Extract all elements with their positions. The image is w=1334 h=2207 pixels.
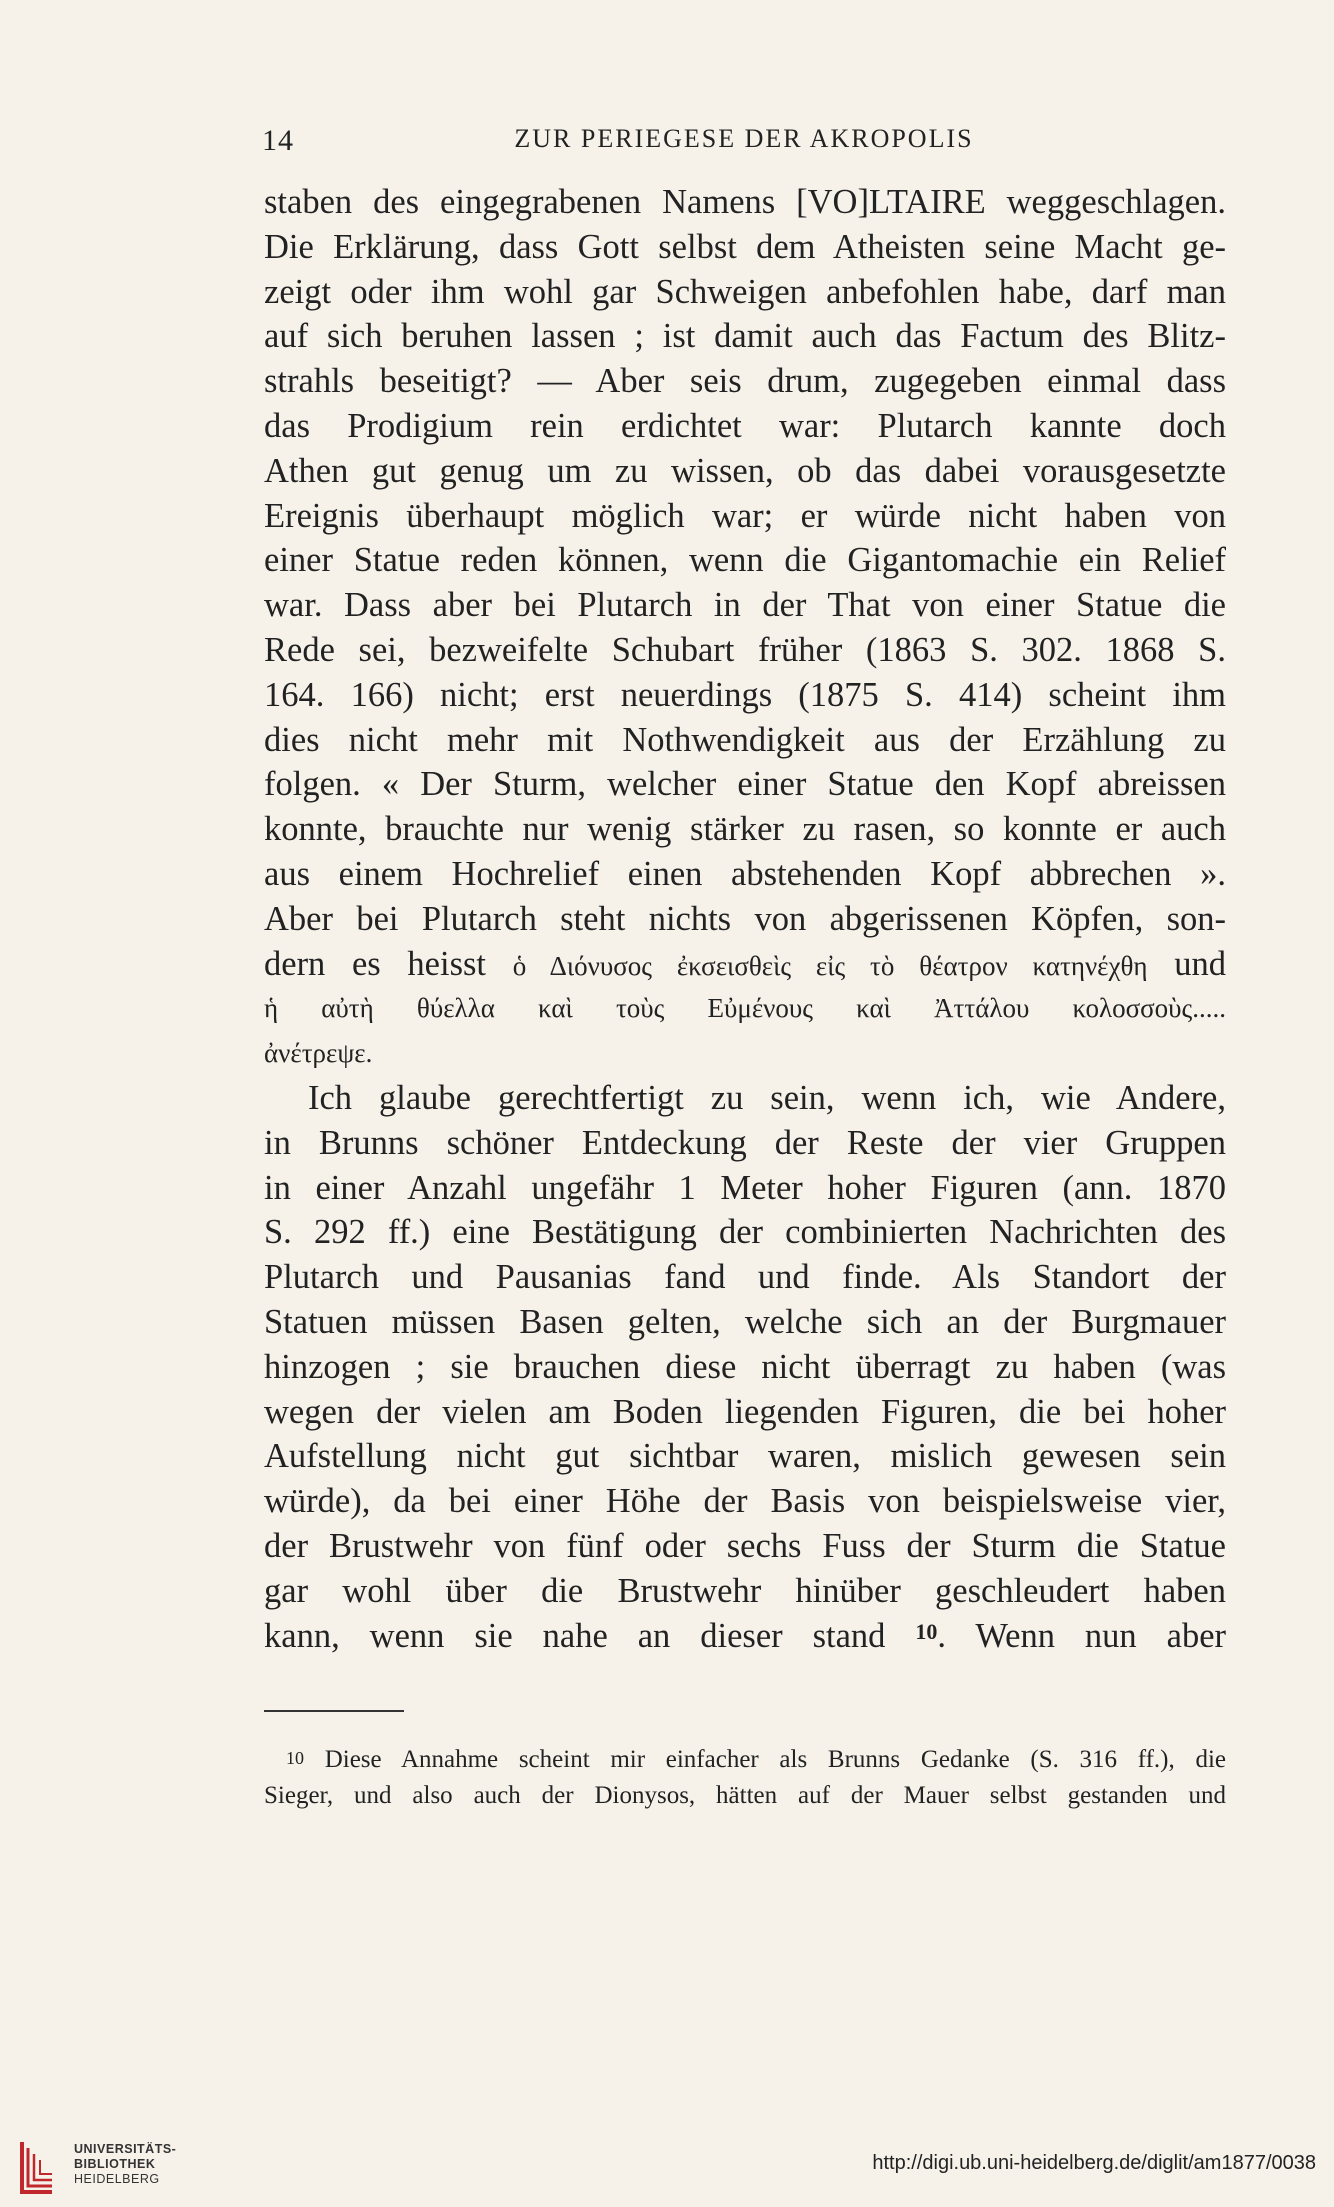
text-line: staben des eingegrabenen Namens [VO]LTAIRE weggeschlagen. — [264, 183, 1226, 221]
text-line: konnte, brauchte nur wenig stärker zu rasen, so konnte er auch — [264, 810, 1226, 849]
footnote-reference[interactable]: 10 — [915, 1618, 938, 1644]
greek-quote-line: ἀνέτρεψε. — [264, 1038, 373, 1069]
text-line: würde), da bei einer Höhe der Basis von beispielsweise vier, — [264, 1482, 1226, 1521]
page-number: 14 — [262, 124, 294, 157]
text-line: Aufstellung nicht gut sichtbar waren, mislich gewesen sein — [264, 1437, 1226, 1476]
text-line: gar wohl über die Brustwehr hinüber geschleudert haben — [264, 1571, 1226, 1610]
greek-text: ὁ Διόνυσος ἐκσεισθεὶς εἰς τὸ θέατρον κατηνέχθη — [512, 950, 1148, 981]
text-line: der Brustwehr von fünf oder sechs Fuss der Sturm die Statue — [264, 1526, 1226, 1565]
text-line: einer Statue reden können, wenn die Gigantomachie ein Relief — [264, 541, 1226, 580]
text-line: Ereignis überhaupt möglich war; er würde nicht haben von — [264, 496, 1226, 535]
text-line: dies nicht mehr mit Nothwendigkeit aus der Erzählung zu — [264, 720, 1226, 759]
footnote-marker: 10 — [286, 1748, 304, 1768]
text-line: wegen der vielen am Boden liegenden Figuren, die bei hoher — [264, 1392, 1226, 1431]
text-line: Aber bei Plutarch steht nichts von abgerissenen Köpfen, son- — [264, 899, 1226, 938]
text-line: S. 292 ff.) eine Bestätigung der combinierten Nachrichten des — [264, 1213, 1226, 1252]
running-title: ZUR PERIEGESE DER AKROPOLIS — [514, 124, 974, 153]
text-line: Statuen müssen Basen gelten, welche sich an der Burgmauer — [264, 1302, 1226, 1341]
footer-bar — [0, 2130, 1334, 2207]
footnote-text: Diese Annahme scheint mir einfacher als Brunns Gedanke (S. 316 ff.), die — [324, 1746, 1226, 1773]
text-line — [264, 1614, 1226, 1659]
library-logo-icon — [14, 2138, 58, 2196]
footnote-divider — [264, 1710, 404, 1712]
text-line: Rede sei, bezweifelte Schubart früher (1863 S. 302. 1868 S. — [264, 630, 1226, 669]
text-line: auf sich beruhen lassen ; ist damit auch das Factum des Blitz- — [264, 317, 1226, 356]
text-segment: kann, wenn sie nahe an dieser stand — [264, 1616, 886, 1655]
text-line: strahls beseitigt? — Aber seis drum, zugegeben einmal dass — [264, 362, 1226, 401]
text-line: Ich glaube gerechtfertigt zu sein, wenn ich, wie Andere, — [308, 1078, 1226, 1117]
text-line: hinzogen ; sie brauchen diese nicht überragt zu haben (was — [264, 1347, 1226, 1386]
footnotes — [264, 1742, 1226, 1814]
text-line: Die Erklärung, dass Gott selbst dem Atheisten seine Macht ge- — [264, 227, 1226, 266]
greek-quote-line — [264, 942, 1226, 987]
text-line: in einer Anzahl ungefähr 1 Meter hoher Figuren (ann. 1870 — [264, 1168, 1226, 1207]
text-line: Plutarch und Pausanias fand und finde. Als Standort der — [264, 1258, 1226, 1297]
footnote-line — [264, 1742, 1226, 1778]
text-line: zeigt oder ihm wohl gar Schweigen anbefohlen habe, darf man — [264, 272, 1226, 311]
text-line: in Brunns schöner Entdeckung der Reste der vier Gruppen — [264, 1123, 1226, 1162]
text-line: folgen. « Der Sturm, welcher einer Statue den Kopf abreissen — [264, 765, 1226, 804]
text-line: war. Dass aber bei Plutarch in der That von einer Statue die — [264, 586, 1226, 625]
text-segment: . Wenn nun aber — [937, 1616, 1226, 1655]
text-line: das Prodigium rein erdichtet war: Plutarch kannte doch — [264, 406, 1226, 445]
page-header — [262, 124, 1226, 164]
text-prefix: dern es heisst — [264, 944, 487, 983]
greek-quote-line: ἡ αὐτὴ θύελλα καὶ τοὺς Εὐμένους καὶ Ἀττάλου κολοσσοὺς..... — [264, 993, 1226, 1024]
source-url-link[interactable]: http://digi.ub.uni-heidelberg.de/diglit/am1877/0038 — [872, 2152, 1316, 2174]
body-text — [264, 180, 1226, 1658]
text-line: 164. 166) nicht; erst neuerdings (1875 S. 414) scheint ihm — [264, 675, 1226, 714]
text-suffix: und — [1174, 944, 1226, 983]
text-line: aus einem Hochrelief einen abstehenden Kopf abbrechen ». — [264, 854, 1226, 893]
library-name: UNIVERSITÄTS- BIBLIOTHEK HEIDELBERG — [74, 2142, 177, 2186]
footnote-line: Sieger, und also auch der Dionysos, hätten auf der Mauer selbst gestanden und — [264, 1782, 1226, 1809]
text-line: Athen gut genug um zu wissen, ob das dabei vorausgesetzte — [264, 451, 1226, 490]
